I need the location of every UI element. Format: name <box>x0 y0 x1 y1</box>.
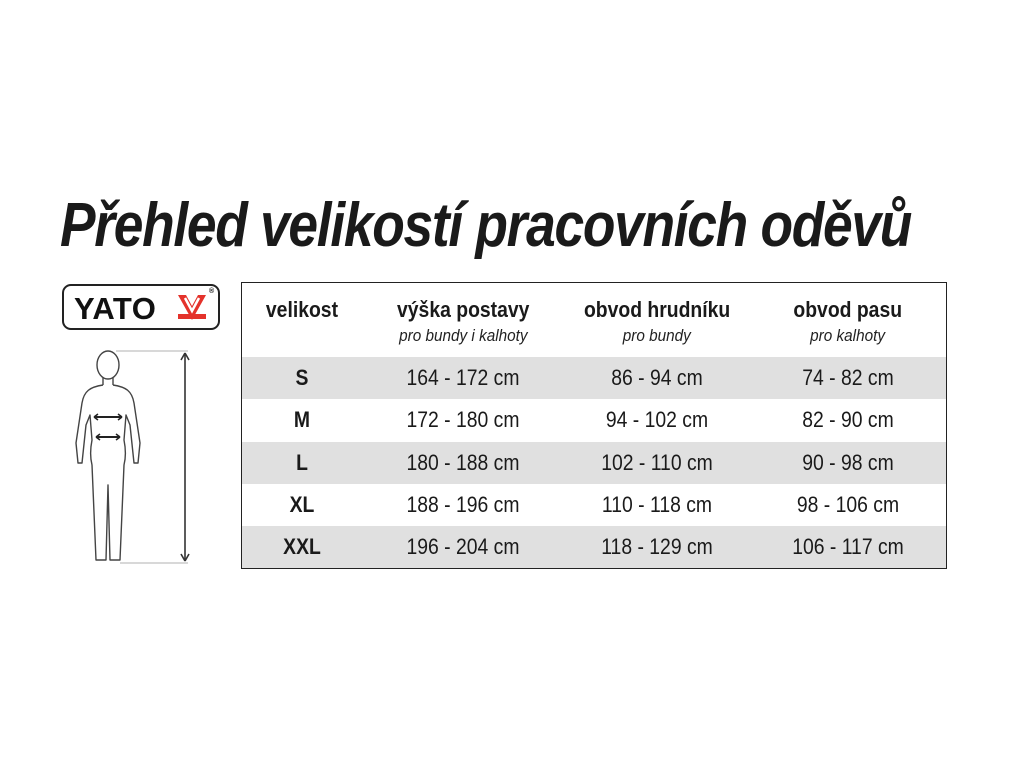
table-row <box>242 357 946 399</box>
height-cell: 172 - 180 cm <box>406 407 520 433</box>
header-chest <box>564 283 750 357</box>
chest-cell: 86 - 94 cm <box>611 365 703 391</box>
table-row <box>242 399 946 441</box>
chest-cell: 102 - 110 cm <box>601 449 713 475</box>
header-waist <box>750 283 946 357</box>
header-label: velikost <box>265 297 339 322</box>
table-row <box>242 442 946 484</box>
registered-mark: ® <box>209 288 215 295</box>
waist-cell: 90 - 98 cm <box>802 449 894 475</box>
waist-cell: 106 - 117 cm <box>792 534 904 560</box>
height-cell: 196 - 204 cm <box>406 534 520 560</box>
header-size <box>242 283 362 357</box>
waist-cell: 74 - 82 cm <box>802 365 894 391</box>
header-sublabel: pro bundy <box>622 326 692 345</box>
height-cell: 180 - 188 cm <box>406 449 520 475</box>
table-row <box>242 484 946 526</box>
size-table <box>241 282 947 569</box>
header-height <box>362 283 564 357</box>
size-cell: L <box>296 449 308 475</box>
size-cell: S <box>295 365 309 391</box>
yato-logo <box>62 284 220 330</box>
table-header <box>242 283 946 357</box>
header-label: výška postavy <box>396 297 530 322</box>
height-cell: 188 - 196 cm <box>406 491 520 517</box>
table-row <box>242 526 946 568</box>
waist-cell: 98 - 106 cm <box>796 491 900 517</box>
page-title: Přehled velikostí pracovních oděvů <box>60 191 912 260</box>
header-sublabel: pro kalhoty <box>810 326 886 345</box>
size-cell: XXL <box>283 534 321 560</box>
chest-cell: 118 - 129 cm <box>601 534 713 560</box>
size-cell: XL <box>289 491 315 517</box>
waist-cell: 82 - 90 cm <box>802 407 894 433</box>
logo-wordmark: YATO <box>74 291 157 326</box>
yato-triangle-icon <box>176 292 208 322</box>
chest-cell: 110 - 118 cm <box>601 491 713 517</box>
header-label: obvod hrudníku <box>583 297 731 322</box>
chest-cell: 94 - 102 cm <box>605 407 709 433</box>
size-cell: M <box>293 407 311 433</box>
header-sublabel: pro bundy i kalhoty <box>398 326 528 345</box>
body-measurement-figure-icon <box>60 345 200 570</box>
header-label: obvod pasu <box>793 297 903 322</box>
height-cell: 164 - 172 cm <box>406 365 520 391</box>
